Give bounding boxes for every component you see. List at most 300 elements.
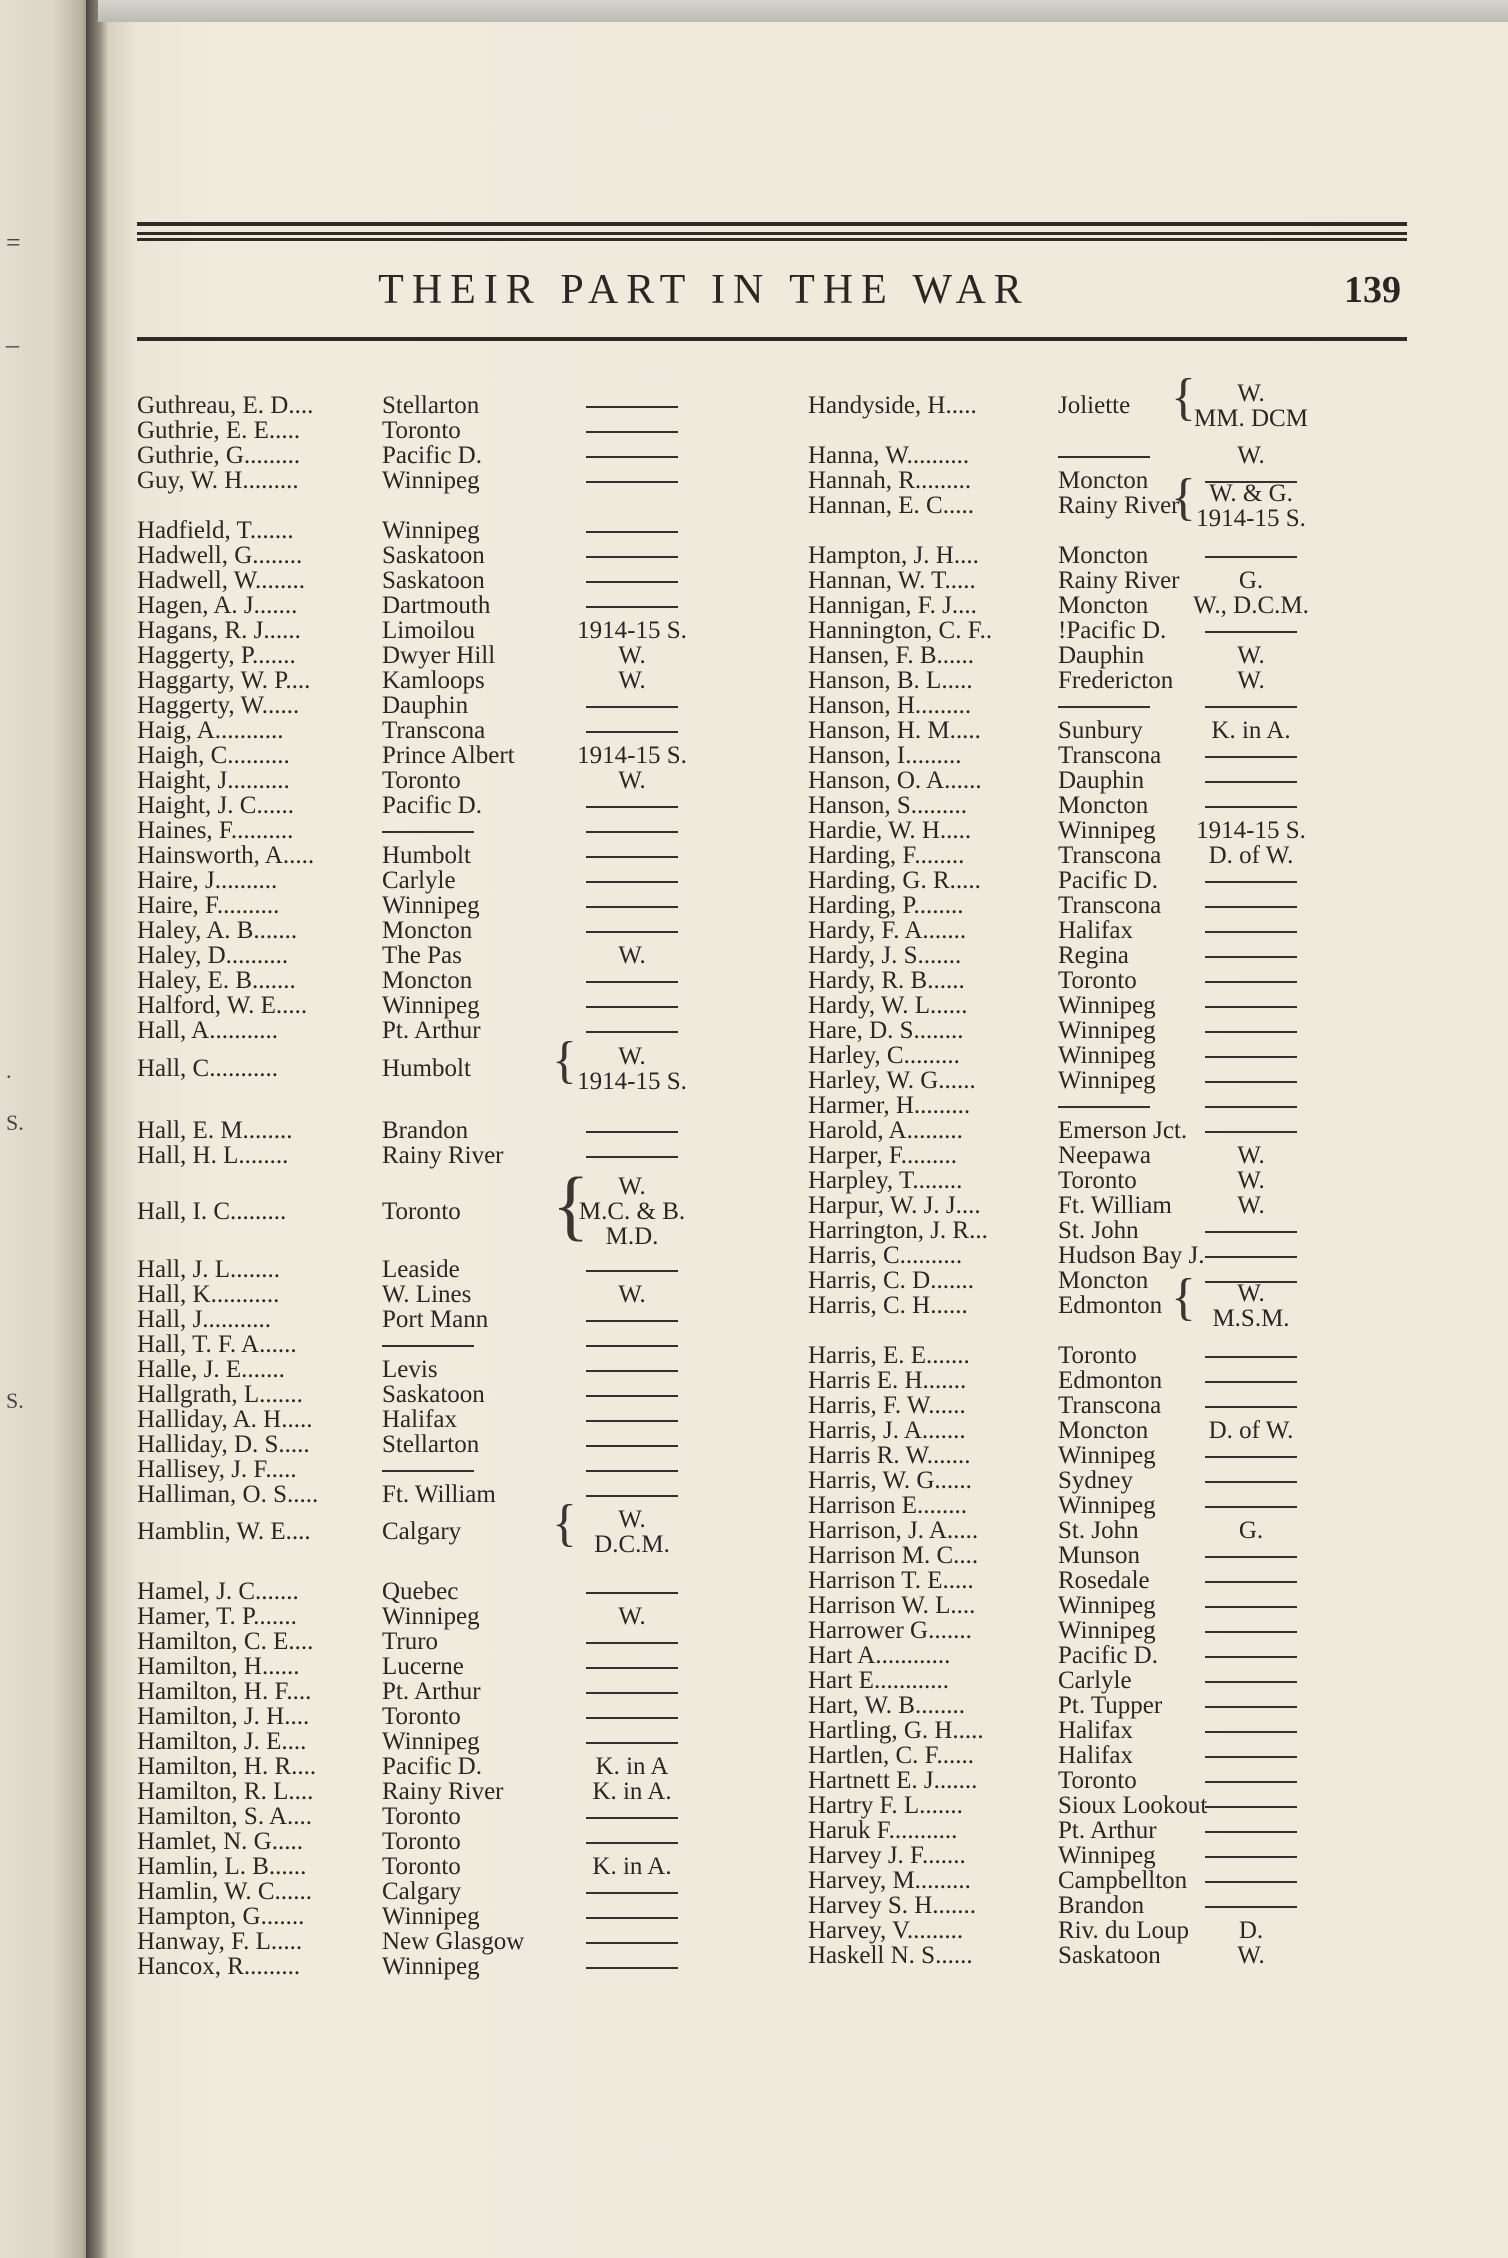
roll-entry xyxy=(137,392,777,420)
roll-entry xyxy=(808,1742,1448,1770)
award-dash xyxy=(1176,1867,1326,1895)
roll-entry xyxy=(137,1953,777,1981)
award-dash xyxy=(1176,742,1326,770)
entry-place: Toronto xyxy=(1058,967,1137,994)
roll-entry xyxy=(808,842,1448,870)
award-dash xyxy=(557,1431,707,1459)
entry-name: Hamlet, N. G..... xyxy=(137,1828,303,1855)
left-margin-fragment: = xyxy=(6,228,21,257)
award-dash xyxy=(557,1903,707,1931)
header-rule-top-second xyxy=(137,232,1407,235)
dash-rule xyxy=(1058,456,1150,458)
roll-entry xyxy=(808,1017,1448,1045)
entry-name: Guthreau, E. D.... xyxy=(137,392,314,419)
dash-rule xyxy=(1205,1806,1297,1808)
roll-entry xyxy=(137,642,777,670)
entry-name: Hall, J........... xyxy=(137,1306,272,1333)
entry-name: Guthrie, E. E..... xyxy=(137,417,301,444)
entry-name: Halford, W. E..... xyxy=(137,992,308,1019)
entry-award: 1914-15 S. xyxy=(577,617,687,644)
entry-place: Port Mann xyxy=(382,1306,489,1333)
entry-name: Haig, A........... xyxy=(137,717,284,744)
place-dash xyxy=(382,817,474,845)
entry-name: Hamilton, J. E.... xyxy=(137,1728,307,1755)
entry-award: W. xyxy=(618,1173,646,1200)
award-dash xyxy=(1176,1367,1326,1395)
dash-rule xyxy=(586,1892,678,1894)
roll-entry xyxy=(808,1517,1448,1545)
entry-award: W., D.C.M. xyxy=(1193,592,1309,619)
roll-entry xyxy=(808,1267,1448,1295)
entry-name: Hanna, W.......... xyxy=(808,442,970,469)
entry-name: Hallgrath, L....... xyxy=(137,1381,303,1408)
entry-place: Stellarton xyxy=(382,1431,480,1458)
entry-place: Pacific D. xyxy=(382,1753,482,1780)
entry-award: W. xyxy=(1237,642,1265,669)
dash-rule xyxy=(586,1967,678,1969)
entry-place: Edmonton xyxy=(1058,1292,1163,1319)
award-dash xyxy=(557,1456,707,1484)
dash-rule xyxy=(586,1445,678,1447)
award-dash xyxy=(1176,792,1326,820)
award-dash xyxy=(557,542,707,570)
entry-place: W. Lines xyxy=(382,1281,472,1308)
roll-entry xyxy=(137,1653,777,1681)
dash-rule xyxy=(586,881,678,883)
roll-entry xyxy=(808,567,1448,595)
roll-entry xyxy=(808,1867,1448,1895)
dash-rule xyxy=(1205,1231,1297,1233)
roll-entry xyxy=(808,1892,1448,1920)
entry-place: Toronto xyxy=(382,417,461,444)
roll-entry xyxy=(808,369,1448,432)
entry-name: Hardy, F. A....... xyxy=(808,917,967,944)
entry-place: Saskatoon xyxy=(382,1381,485,1408)
roll-entry xyxy=(808,817,1448,845)
entry-name: Harvey, V......... xyxy=(808,1917,964,1944)
roll-entry xyxy=(137,692,777,720)
entry-name: Hartnett E. J....... xyxy=(808,1767,978,1794)
dash-rule xyxy=(1205,1256,1297,1258)
brace-mark: { xyxy=(552,1032,577,1089)
roll-entry xyxy=(137,617,777,645)
roll-entry xyxy=(808,1817,1448,1845)
entry-place: Winnipeg xyxy=(1058,1442,1156,1469)
dash-rule xyxy=(1205,1006,1297,1008)
award-dash xyxy=(1176,1467,1326,1495)
dash-rule xyxy=(586,1942,678,1944)
entry-place: Toronto xyxy=(382,1198,461,1225)
dash-rule xyxy=(586,1592,678,1594)
left-margin-fragment: – xyxy=(6,330,19,359)
roll-entry xyxy=(808,892,1448,920)
roll-entry xyxy=(137,742,777,770)
entry-award: G. xyxy=(1238,1517,1264,1544)
entry-name: Haley, A. B....... xyxy=(137,917,298,944)
entry-place: Rosedale xyxy=(1058,1567,1150,1594)
award-dash xyxy=(557,1306,707,1334)
roll-entry xyxy=(137,767,777,795)
roll-entry xyxy=(808,1792,1448,1820)
entry-name: Harpur, W. J. J.... xyxy=(808,1192,981,1219)
entry-place: Toronto xyxy=(382,1703,461,1730)
entry-name: Haskell N. S...... xyxy=(808,1942,973,1969)
dash-rule xyxy=(1205,1831,1297,1833)
dash-rule xyxy=(586,1917,678,1919)
roll-entry xyxy=(137,1142,777,1170)
award-dash xyxy=(557,1017,707,1045)
roll-entry xyxy=(808,1092,1448,1120)
entry-name: Hart A............ xyxy=(808,1642,951,1669)
entry-name: Harris, W. G...... xyxy=(808,1467,972,1494)
entry-place: Pacific D. xyxy=(1058,867,1158,894)
entry-place: Leaside xyxy=(382,1256,460,1283)
award-dash xyxy=(1176,1067,1326,1095)
dash-rule xyxy=(1205,1081,1297,1083)
award-dash xyxy=(557,567,707,595)
entry-place: Kamloops xyxy=(382,667,485,694)
dash-rule xyxy=(586,1320,678,1322)
roll-entry xyxy=(808,1917,1448,1945)
entry-name: Harrison W. L.... xyxy=(808,1592,976,1619)
entry-name: Hardy, R. B...... xyxy=(808,967,965,994)
entry-name: Harris, C. D....... xyxy=(808,1267,974,1294)
award-dash xyxy=(557,692,707,720)
entry-place: Emerson Jct. xyxy=(1058,1117,1188,1144)
award-dash xyxy=(1176,1792,1326,1820)
entry-name: Hamblin, W. E.... xyxy=(137,1518,311,1545)
entry-name: Halle, J. E....... xyxy=(137,1356,285,1383)
roll-entry xyxy=(137,817,777,845)
entry-place: Halifax xyxy=(1058,1742,1133,1769)
entry-place: Limoilou xyxy=(382,617,476,644)
entry-place: Winnipeg xyxy=(1058,1067,1156,1094)
roll-entry xyxy=(808,1417,1448,1445)
left-margin-fragment: . xyxy=(6,1058,12,1083)
dash-rule xyxy=(1205,1706,1297,1708)
entry-place: Dwyer Hill xyxy=(382,642,496,669)
award-dash xyxy=(557,592,707,620)
entry-name: Hainsworth, A..... xyxy=(137,842,315,869)
entry-name: Haley, D.......... xyxy=(137,942,289,969)
dash-rule xyxy=(586,1470,678,1472)
dash-rule xyxy=(586,456,678,458)
brace-mark: { xyxy=(1171,469,1196,526)
entry-award: W. xyxy=(618,1603,646,1630)
entry-name: Harpley, T........ xyxy=(808,1167,963,1194)
entry-place: Rainy River xyxy=(1058,492,1180,519)
entry-place: Dartmouth xyxy=(382,592,491,619)
entry-award: W. xyxy=(618,942,646,969)
entry-place: Pt. Tupper xyxy=(1058,1692,1163,1719)
entry-name: Haire, F.......... xyxy=(137,892,280,919)
left-margin-fragment: S. xyxy=(6,1388,24,1413)
roll-entry xyxy=(808,1142,1448,1170)
entry-award: K. in A. xyxy=(1211,717,1291,744)
roll-entry xyxy=(137,1281,777,1309)
dash-rule xyxy=(586,1270,678,1272)
dash-rule xyxy=(1205,1581,1297,1583)
dash-rule xyxy=(586,1345,678,1347)
roll-entry xyxy=(137,1456,777,1484)
entry-name: Hartry F. L....... xyxy=(808,1792,963,1819)
entry-name: Hall, T. F. A...... xyxy=(137,1331,297,1358)
entry-award: W. & G. xyxy=(1209,479,1293,507)
entry-place: Pacific D. xyxy=(1058,1642,1158,1669)
dash-rule xyxy=(1205,1031,1297,1033)
entry-award: 1914-15 S. xyxy=(577,742,687,769)
entry-place: Saskatoon xyxy=(382,542,485,569)
award-dash xyxy=(557,1628,707,1656)
entry-name: Guthrie, G......... xyxy=(137,442,301,469)
dash-rule xyxy=(1205,1406,1297,1408)
award-dash xyxy=(1176,1592,1326,1620)
entry-place: St. John xyxy=(1058,1517,1139,1544)
entry-place: Carlyle xyxy=(382,867,456,894)
roll-entry xyxy=(137,1161,777,1250)
entry-place: Halifax xyxy=(1058,1717,1133,1744)
dash-rule xyxy=(586,1156,678,1158)
award-dash xyxy=(1176,1017,1326,1045)
entry-award: K. in A. xyxy=(592,1853,672,1880)
entry-place: Prince Albert xyxy=(382,742,515,769)
roll-entry xyxy=(137,1017,777,1045)
dash-rule xyxy=(1205,1481,1297,1483)
entry-award: W. xyxy=(1237,1279,1265,1307)
entry-place: Moncton xyxy=(1058,542,1149,569)
entry-place: Fredericton xyxy=(1058,667,1174,694)
roll-entry xyxy=(137,1853,777,1881)
dash-rule xyxy=(586,431,678,433)
entry-name: Haggarty, W. P.... xyxy=(137,667,311,694)
entry-name: Harper, F......... xyxy=(808,1142,958,1169)
roll-entry xyxy=(137,992,777,1020)
award-dash xyxy=(1176,1542,1326,1570)
entry-name: Hannah, R......... xyxy=(808,467,972,494)
entry-name: Hamel, J. C....... xyxy=(137,1578,299,1605)
entry-place: Moncton xyxy=(382,967,473,994)
entry-place: Toronto xyxy=(382,1803,461,1830)
entry-name: Haight, J.......... xyxy=(137,767,290,794)
award-dash xyxy=(557,1953,707,1981)
entry-place: Dauphin xyxy=(1058,767,1145,794)
award-dash xyxy=(1176,1667,1326,1695)
roll-entry xyxy=(808,1367,1448,1395)
entry-place: Winnipeg xyxy=(1058,1592,1156,1619)
entry-place: Sioux Lookout xyxy=(1058,1792,1208,1819)
entry-place: Ft. William xyxy=(382,1481,496,1508)
roll-entry xyxy=(808,617,1448,645)
roll-entry xyxy=(137,1495,777,1558)
roll-entry xyxy=(808,1767,1448,1795)
entry-place: Humbolt xyxy=(382,842,471,869)
entry-name: Hanson, O. A...... xyxy=(808,767,982,794)
entry-place: Brandon xyxy=(1058,1892,1145,1919)
award-dash xyxy=(1176,1642,1326,1670)
entry-name: Hanson, H. M..... xyxy=(808,717,981,744)
place-dash xyxy=(1058,692,1150,720)
roll-entry xyxy=(137,1628,777,1656)
dash-rule xyxy=(1205,931,1297,933)
award-dash xyxy=(557,1256,707,1284)
entry-award: D. of W. xyxy=(1208,842,1294,869)
entry-name: Harris, C. H...... xyxy=(808,1292,968,1319)
brace-mark: { xyxy=(552,1161,590,1248)
roll-entry xyxy=(137,792,777,820)
roll-entry xyxy=(808,792,1448,820)
entry-place: Winnipeg xyxy=(1058,1042,1156,1069)
entry-place: Pacific D. xyxy=(382,442,482,469)
header-rule-bottom xyxy=(137,337,1407,341)
entry-place: Dauphin xyxy=(1058,642,1145,669)
place-dash xyxy=(1058,442,1150,470)
entry-name: Hall, K........... xyxy=(137,1281,280,1308)
dash-rule xyxy=(382,831,474,833)
entry-name: Hanson, H......... xyxy=(808,692,972,719)
award-dash xyxy=(1176,1492,1326,1520)
entry-place: Transcona xyxy=(1058,892,1162,919)
entry-name: Haines, F.......... xyxy=(137,817,294,844)
roll-entry xyxy=(808,1067,1448,1095)
entry-name: Hampton, G....... xyxy=(137,1903,305,1930)
entry-place: Lucerne xyxy=(382,1653,464,1680)
roll-entry xyxy=(137,1256,777,1284)
award-dash xyxy=(557,1578,707,1606)
roll-entry xyxy=(808,592,1448,620)
entry-award: W. xyxy=(1237,379,1265,407)
entry-award: K. in A. xyxy=(592,1778,672,1805)
roll-entry xyxy=(137,1828,777,1856)
entry-award: M.D. xyxy=(605,1223,659,1250)
dash-rule xyxy=(586,406,678,408)
dash-rule xyxy=(382,1470,474,1472)
entry-place: Moncton xyxy=(1058,467,1149,494)
entry-place: Calgary xyxy=(382,1518,462,1545)
roll-entry xyxy=(808,1667,1448,1695)
award-dash xyxy=(1176,1092,1326,1120)
roll-entry xyxy=(137,867,777,895)
place-dash xyxy=(1058,1092,1150,1120)
entry-place: Pt. Arthur xyxy=(382,1678,481,1705)
dash-rule xyxy=(586,981,678,983)
award-dash xyxy=(557,817,707,845)
entry-name: Hannigan, F. J.... xyxy=(808,592,977,619)
entry-award: 1914-15 S. xyxy=(1196,504,1306,532)
award-dash xyxy=(1176,1217,1326,1245)
entry-award: W. xyxy=(1237,442,1265,469)
award-dash xyxy=(557,392,707,420)
entry-name: Hall, C........... xyxy=(137,1055,278,1082)
entry-name: Haight, J. C...... xyxy=(137,792,294,819)
roll-entry xyxy=(808,1567,1448,1595)
award-dash xyxy=(1176,767,1326,795)
award-dash xyxy=(557,792,707,820)
dash-rule xyxy=(586,1495,678,1497)
roll-entry xyxy=(808,1592,1448,1620)
entry-name: Halliman, O. S..... xyxy=(137,1481,319,1508)
award-dash xyxy=(557,1381,707,1409)
award-dash xyxy=(557,842,707,870)
award-dash xyxy=(1176,1617,1326,1645)
entry-award: M.C. & B. xyxy=(578,1198,686,1225)
entry-award: M.S.M. xyxy=(1212,1304,1290,1332)
roll-entry xyxy=(808,867,1448,895)
roll-entry xyxy=(808,442,1448,470)
entry-place: Winnipeg xyxy=(382,992,480,1019)
roll-entry xyxy=(808,667,1448,695)
award-dash xyxy=(557,1803,707,1831)
dash-rule xyxy=(1205,631,1297,633)
page-title: THEIR PART IN THE WAR xyxy=(378,267,1030,313)
entry-award: D. of W. xyxy=(1208,1417,1294,1444)
entry-name: Hartling, G. H..... xyxy=(808,1717,984,1744)
dash-rule xyxy=(586,1717,678,1719)
dash-rule xyxy=(1205,1881,1297,1883)
entry-place: Humbolt xyxy=(382,1055,471,1082)
entry-place: Transcona xyxy=(382,717,486,744)
roll-entry xyxy=(808,992,1448,1020)
roll-entry xyxy=(808,1167,1448,1195)
dash-rule xyxy=(586,481,678,483)
award-dash xyxy=(1176,1842,1326,1870)
dash-rule xyxy=(382,1345,474,1347)
dash-rule xyxy=(586,731,678,733)
entry-name: Halliday, A. H..... xyxy=(137,1406,313,1433)
award-dash xyxy=(557,867,707,895)
entry-name: Harrington, J. R... xyxy=(808,1217,988,1244)
entry-place: Levis xyxy=(382,1356,438,1383)
entry-name: Hanway, F. L..... xyxy=(137,1928,303,1955)
entry-name: Haggerty, W...... xyxy=(137,692,300,719)
entry-place: Winnipeg xyxy=(1058,1492,1156,1519)
entry-name: Hall, A........... xyxy=(137,1017,278,1044)
roll-entry xyxy=(137,1306,777,1334)
entry-place: Sunbury xyxy=(1058,717,1143,744)
dash-rule xyxy=(1205,1781,1297,1783)
dash-rule xyxy=(586,1031,678,1033)
roll-entry xyxy=(137,967,777,995)
roll-entry xyxy=(137,892,777,920)
entry-place: Joliette xyxy=(1058,392,1131,419)
award-dash xyxy=(1176,692,1326,720)
award-dash xyxy=(557,1828,707,1856)
entry-place: Toronto xyxy=(1058,1342,1137,1369)
award-dash xyxy=(1176,1692,1326,1720)
entry-place: Winnipeg xyxy=(1058,992,1156,1019)
dash-rule xyxy=(586,1642,678,1644)
roll-entry xyxy=(808,1217,1448,1245)
entry-name: Hart E............ xyxy=(808,1667,949,1694)
entry-name: Harris E. H....... xyxy=(808,1367,967,1394)
entry-place: Dauphin xyxy=(382,692,469,719)
entry-award: W. xyxy=(618,767,646,794)
entry-name: Hancox, R......... xyxy=(137,1953,301,1980)
dash-rule xyxy=(1205,881,1297,883)
roll-entry xyxy=(137,1117,777,1145)
entry-name: Hardy, J. S....... xyxy=(808,942,962,969)
entry-name: Harley, C......... xyxy=(808,1042,960,1069)
award-dash xyxy=(557,892,707,920)
entry-place: Stellarton xyxy=(382,392,480,419)
entry-place: Saskatoon xyxy=(382,567,485,594)
entry-name: Halliday, D. S..... xyxy=(137,1431,310,1458)
entry-place: Winnipeg xyxy=(382,1603,480,1630)
entry-place: Rainy River xyxy=(382,1142,504,1169)
dash-rule xyxy=(586,1395,678,1397)
entry-name: Harrison T. E..... xyxy=(808,1567,974,1594)
roll-entry xyxy=(137,1406,777,1434)
entry-name: Harris, C.......... xyxy=(808,1242,963,1269)
